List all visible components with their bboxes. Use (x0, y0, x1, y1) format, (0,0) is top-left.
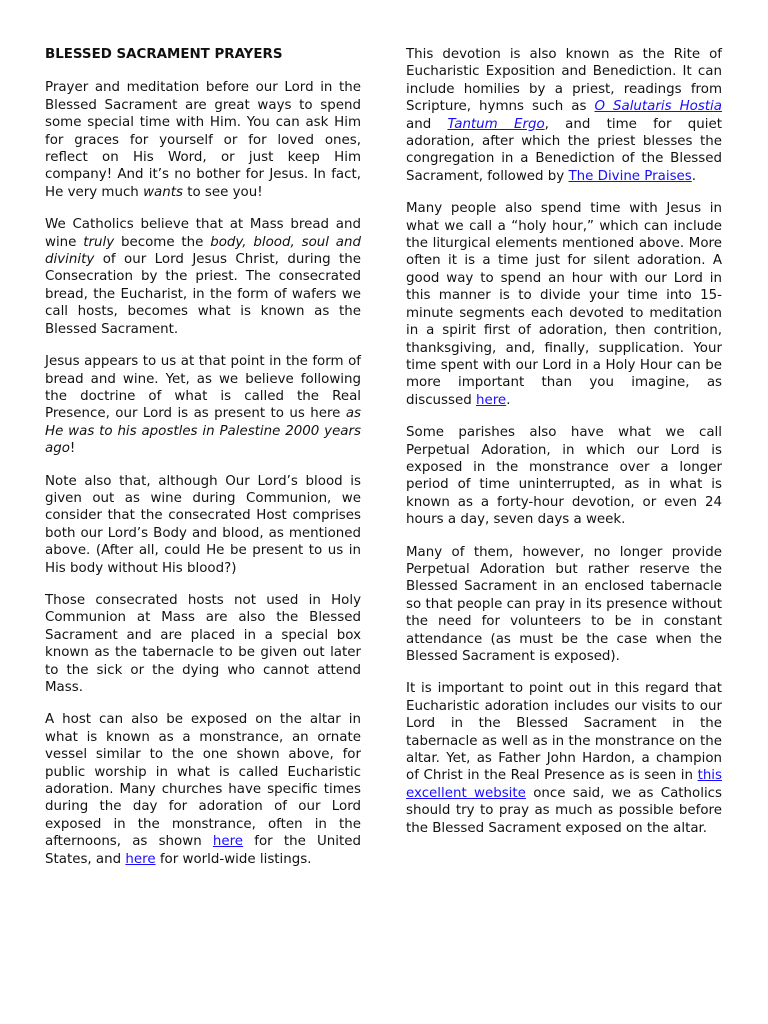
paragraph-real-presence (45, 353, 361, 457)
text: for the United States, and (45, 834, 361, 867)
text: Prayer and meditation before our Lord in the Blessed Sacrament are great ways to spend some special time with Him. You can ask Him for graces for yourself or for loved ones, reflect on His Word, or just keep Him company! And it’s no bother for Jesus. In fact, He very much (45, 80, 361, 200)
link-here-worldwide[interactable]: here (125, 851, 156, 867)
paragraph-rite (406, 46, 722, 185)
text: Many people also spend time with Jesus in what we call a “holy hour,” which can include the liturgical elements mentioned above. More often it is a time just for silent adoration. A good way to spend an hour with our Lord in this manner is to divide your time into 15-minute segments each devoted to meditation in a spirit first of adoration, then contrition, thanksgiving, and, finally, supplication. Your time spent with our Lord in a Holy Hour can be more important than you imagine, as discussed (406, 201, 722, 408)
text: become the (114, 234, 211, 250)
link-here-us[interactable]: here (212, 834, 244, 850)
paragraph-belief (45, 216, 361, 338)
text: to see you! (182, 184, 263, 200)
text: A host can also be exposed on the altar in what is known as a monstrance, an ornate vessel similar to the one shown above, for public worship in what is called Eucharistic adoration. Many churches have specific times during the day for adoration of our Lord exposed in the monstrance, often in the afternoons, as shown (45, 712, 361, 850)
link-divine-praises[interactable]: The Divine Praises (568, 168, 692, 184)
text: of our Lord Jesus Christ, during the Consecration by the priest. The consecrated bread, the Eucharist, in the form of wafers we call hosts, becomes what is known as the Blessed Sacrament. (45, 252, 361, 337)
text: It is important to point out in this regard that Eucharistic adoration includes our visits to our Lord in the Blessed Sacrament in the tabernacle as well as in the monstrance on the altar. Yet, as Father John Hardon, a champion of Christ in the Real Presence as is seen in (406, 681, 722, 784)
text: . (506, 392, 511, 408)
right-column (406, 46, 722, 852)
text: for world-wide listings. (155, 851, 312, 867)
text: and (406, 116, 448, 132)
text: . (691, 168, 697, 184)
link-text: O Salutaris Hostia (594, 99, 722, 115)
paragraph-visits (406, 680, 722, 837)
paragraph-tabernacle: Those consecrated hosts not used in Holy Communion at Mass are also the Blessed Sacrament and are placed in a special box known as the tabernacle to be given out later to the sick or the dying who cannot attend Mass. (45, 592, 361, 695)
paragraph-holy-hour (406, 200, 722, 409)
link-o-salutaris[interactable] (594, 99, 722, 114)
paragraph-communion: Note also that, although Our Lord’s blood is given out as wine during Communion, we consider that the consecrated Host comprises both our Lord’s Body and blood, as mentioned above. (After all, could He be present to us in His body without His blood?) (45, 473, 361, 576)
text: once said, we as Catholics should try to pray as much as possible before the Blessed Sacrament exposed on the altar. (406, 785, 722, 836)
emphasis: body, blood, soul and divinity (45, 234, 361, 268)
emphasis: wants (143, 184, 183, 200)
text: , and time for quiet adoration, after which the priest blesses the congregation in a Benediction of the Blessed Sacrament, followed by (406, 116, 722, 184)
link-text: Tantum Ergo (447, 116, 545, 132)
text: ! (69, 441, 76, 457)
paragraph-perpetual-adoration: Some parishes also have what we call Perpetual Adoration, in which our Lord is exposed in the monstrance over a longer period of time uninterrupted, as in what is known as a forty-hour devotion, or even 24 hours a day, seven days a week. (406, 425, 722, 528)
emphasis: truly (83, 234, 115, 250)
link-excellent-website[interactable]: this excellent website (406, 768, 722, 801)
paragraph-monstrance (45, 711, 361, 868)
paragraph-reserve: Many of them, however, no longer provide Perpetual Adoration but rather reserve the Blessed Sacrament in an enclosed tabernacle so that people can pray in its presence without the need for volunteers to be in constant attendance (as must be the case when the Blessed Sacrament is exposed). (406, 544, 722, 664)
left-column (45, 46, 361, 883)
document-title: BLESSED SACRAMENT PRAYERS (45, 47, 283, 62)
text: We Catholics believe that at Mass bread and wine (45, 217, 361, 250)
link-tantum-ergo[interactable] (447, 117, 544, 132)
emphasis: as He was to his apostles in Palestine 2000 years ago (45, 406, 361, 457)
paragraph-intro (45, 79, 361, 201)
text: This devotion is also known as the Rite of Eucharistic Exposition and Benediction. It can include homilies by a priest, readings from Scripture, hymns such as (406, 47, 722, 115)
link-here-holy-hour[interactable]: here (476, 392, 507, 408)
text: Jesus appears to us at that point in the form of bread and wine. Yet, as we believe following the doctrine of what is called the Real Presence, our Lord is as present to us here (45, 354, 361, 422)
